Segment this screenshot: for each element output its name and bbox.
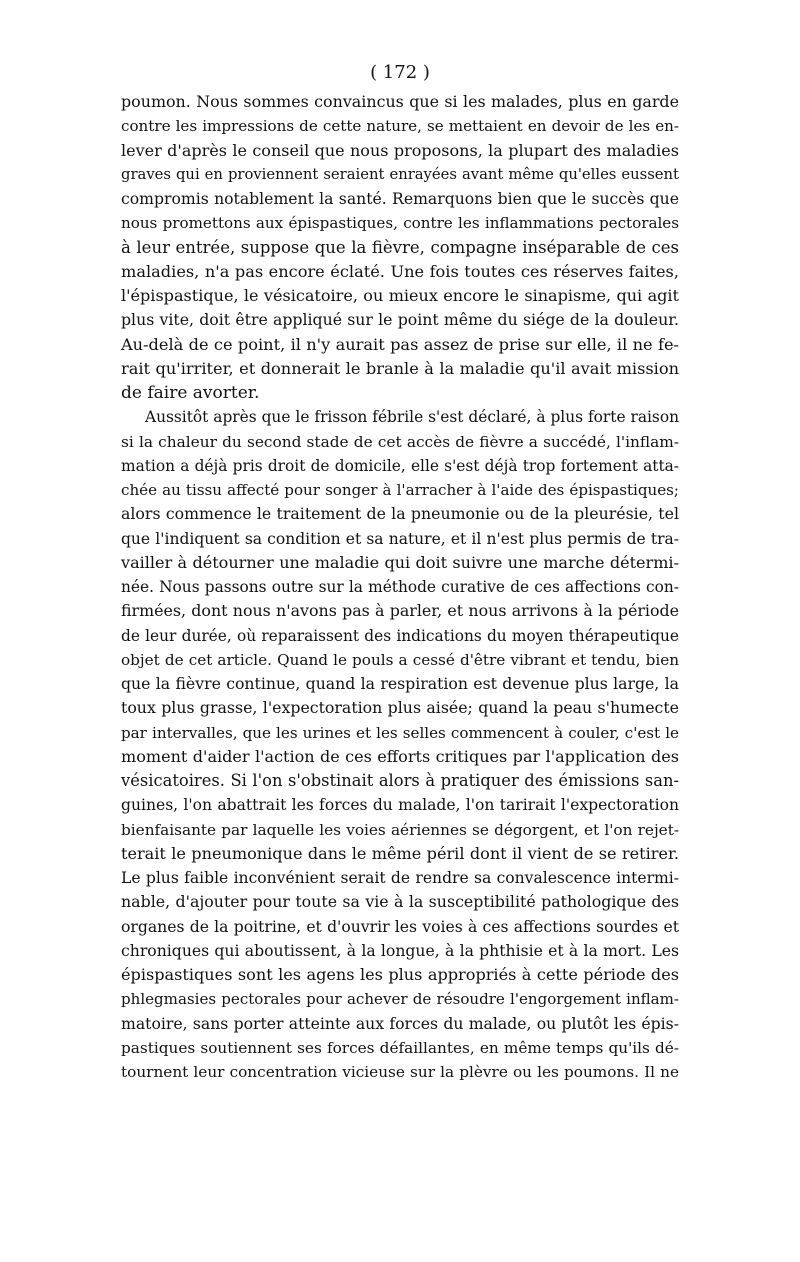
text-line: de faire avorter. [121, 383, 260, 403]
body-text [121, 90, 679, 1084]
text-line: graves qui en proviennent seraient enrayées avant même qu'elles eussent [121, 165, 679, 183]
text-line: tournent leur concentration vicieuse sur la plèvre ou les poumons. Il ne [121, 1063, 679, 1081]
page-number: ( 172 ) [370, 62, 430, 83]
text-line: lever d'après le conseil que nous proposons, la plupart des maladies [121, 140, 679, 160]
text-line: rait qu'irriter, et donnerait le branle à la maladie qu'il avait mission [121, 358, 679, 378]
text-line: phlegmasies pectorales pour achever de résoudre l'engorgement inflam- [121, 990, 679, 1009]
text-line: Au-delà de ce point, il n'y aurait pas assez de prise sur elle, il ne fe- [121, 334, 679, 354]
text-line: alors commence le traitement de la pneumonie ou de la pleurésie, tel [121, 504, 679, 524]
text-line: objet de cet article. Quand le pouls a cessé d'être vibrant et tendu, bien [121, 650, 679, 669]
text-line: matoire, sans porter atteinte aux forces du malade, ou plutôt les épis- [121, 1013, 679, 1033]
text-line: si la chaleur du second stade de cet accès de fièvre a succédé, l'inflam- [121, 432, 679, 451]
text-line: pastiques soutiennent ses forces défaillantes, en même temps qu'ils dé- [121, 1038, 679, 1057]
text-line: plus vite, doit être appliqué sur le point même du siége de la douleur. [121, 310, 679, 330]
text-line: contre les impressions de cette nature, se mettaient en devoir de les en- [121, 117, 679, 136]
text-line: firmées, dont nous n'avons pas à parler, et nous arrivons à la période [121, 601, 679, 621]
text-line: maladies, n'a pas encore éclaté. Une fois toutes ces réserves faites, [121, 261, 679, 281]
text-line: chée au tissu affecté pour songer à l'arracher à l'aide des épispastiques; [121, 481, 679, 499]
text-line: née. Nous passons outre sur la méthode curative de ces affections con- [121, 578, 679, 596]
text-line: organes de la poitrine, et d'ouvrir les voies à ces affections sourdes et [121, 917, 679, 936]
text-line: que la fièvre continue, quand la respiration est devenue plus large, la [121, 674, 679, 693]
text-line: épispastiques sont les agens les plus appropriés à cette période des [121, 965, 679, 984]
text-line: l'épispastique, le vésicatoire, ou mieux encore le sinapisme, qui agit [121, 286, 679, 305]
text-line: poumon. Nous sommes convaincus que si les malades, plus en garde [121, 92, 679, 111]
text-line: terait le pneumonique dans le même péril dont il vient de se retirer. [121, 843, 679, 863]
text-line: vésicatoires. Si l'on s'obstinait alors à pratiquer des émissions san- [121, 771, 679, 790]
text-line: à leur entrée, suppose que la fièvre, compagne inséparable de ces [121, 237, 679, 257]
text-line: Aussitôt après que le frisson fébrile s'est déclaré, à plus forte raison [145, 408, 679, 427]
text-line: de leur durée, où reparaissent des indications du moyen thérapeutique [121, 626, 679, 645]
text-line: par intervalles, que les urines et les selles commencent à couler, c'est le [121, 723, 679, 742]
text-line: que l'indiquent sa condition et sa nature, et il n'est plus permis de tra- [121, 529, 679, 548]
text-line: nous promettons aux épispastiques, contre les inflammations pectorales [121, 214, 679, 233]
text-line: vailler à détourner une maladie qui doit suivre une marche détermi- [121, 552, 679, 572]
text-line: toux plus grasse, l'expectoration plus aisée; quand la peau s'humecte [121, 698, 679, 718]
text-line: Le plus faible inconvénient serait de rendre sa convalescence intermi- [121, 869, 679, 887]
text-line: nable, d'ajouter pour toute sa vie à la susceptibilité pathologique des [121, 892, 679, 912]
text-line: guines, l'on abattrait les forces du malade, l'on tarirait l'expectoration [121, 796, 679, 815]
text-line: compromis notablement la santé. Remarquons bien que le succès que [121, 189, 679, 208]
text-line: bienfaisante par laquelle les voies aériennes se dégorgent, et l'on rejet- [121, 820, 679, 839]
text-line: moment d'aider l'action de ces efforts critiques par l'application des [121, 746, 679, 766]
text-line: mation a déjà pris droit de domicile, elle s'est déjà trop fortement atta- [121, 456, 679, 475]
text-line: chroniques qui aboutissent, à la longue, à la phthisie et à la mort. Les [121, 940, 679, 960]
